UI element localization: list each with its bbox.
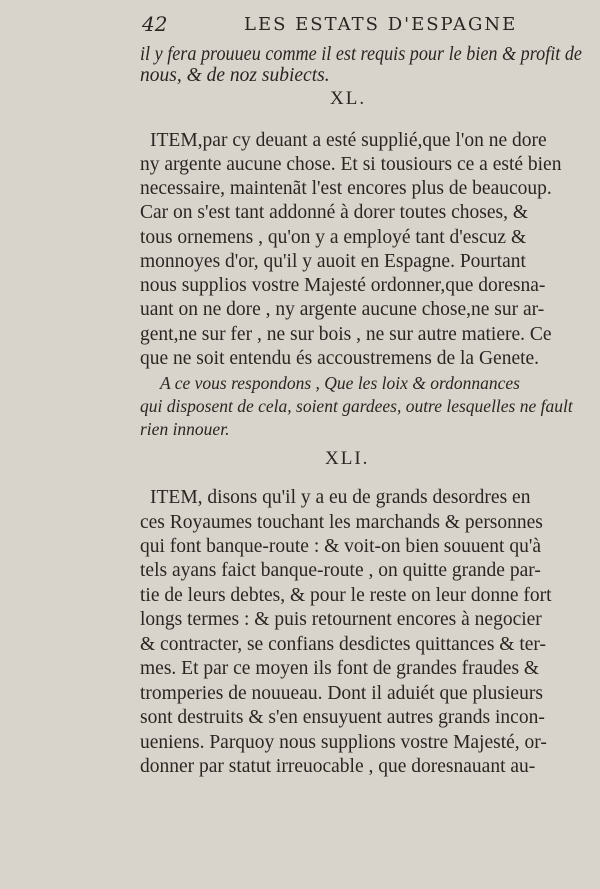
article-line: que ne soit entendu és accoustremens de la Genete.: [140, 348, 540, 369]
article-line: mes. Et par ce moyen ils font de grandes fraudes &: [140, 658, 540, 679]
article-heading: XLI.: [325, 448, 370, 469]
article-heading: XL.: [330, 88, 367, 109]
response-line: rien innouer.: [140, 419, 230, 439]
article-line: tous ornemens , qu'on y a employé tant d'escuz &: [140, 227, 527, 248]
article-line: tie de leurs debtes, & pour le reste on leur donne fort: [140, 585, 552, 606]
article-line: necessaire, maintenãt l'est encores plus de beaucoup.: [140, 178, 552, 199]
article-line: qui font banque-route : & voit-on bien souuent qu'à: [140, 536, 542, 557]
article-line: monnoyes d'or, qu'il y auoit en Espagne. Pourtant: [140, 251, 526, 272]
article-initial: I: [150, 130, 157, 151]
article-line: nous supplios vostre Majesté ordonner,que doresna-: [140, 275, 546, 296]
response-line: il y fera prouueu comme il est requis pour le bien & profit de: [140, 44, 582, 65]
article-line: uant on ne dore , ny argente aucune chose,ne sur ar-: [140, 299, 545, 320]
article-lead-word: TEM,: [156, 487, 203, 508]
article-line-text: disons qu'il y a eu de grands desordres en: [202, 487, 531, 508]
article-line: longs termes : & puis retournent encores à negocier: [140, 609, 542, 630]
article-line: tromperies de nouueau. Dont il aduiét que plusieurs: [140, 683, 543, 704]
article-line: [150, 131, 547, 151]
article-line-text: par cy deuant a esté supplié,que l'on ne dore: [202, 130, 547, 151]
response-line: A ce vous respondons , Que les loix & ordonnances: [160, 373, 520, 393]
article-line: gent,ne sur fer , ne sur bois , ne sur autre matiere. Ce: [140, 324, 552, 345]
article-line: [150, 488, 530, 508]
article-initial: I: [150, 487, 157, 508]
response-line: nous, & de noz subiects.: [140, 65, 330, 86]
article-line: ny argente aucune chose. Et si tousiours ce a esté bien: [140, 154, 562, 175]
article-lead-word: TEM,: [156, 130, 203, 151]
article-line: donner par statut irreuocable , que doresnauant au-: [140, 756, 536, 777]
page-number: 42: [142, 12, 168, 36]
article-line: tels ayans faict banque-route , on quitte grande par-: [140, 560, 541, 581]
running-title: LES ESTATS D'ESPAGNE: [244, 14, 518, 35]
article-line: sont destruits & s'en ensuyuent autres grands incon-: [140, 707, 545, 728]
response-line: qui disposent de cela, soient gardees, outre lesquelles ne fault: [140, 396, 573, 416]
article-line: Car on s'est tant addonné à dorer toutes choses, &: [140, 202, 529, 223]
article-line: ces Royaumes touchant les marchands & personnes: [140, 512, 543, 533]
article-line: & contracter, se confians desdictes quittances & ter-: [140, 634, 547, 655]
article-line: ueniens. Parquoy nous supplions vostre Majesté, or-: [140, 732, 547, 753]
